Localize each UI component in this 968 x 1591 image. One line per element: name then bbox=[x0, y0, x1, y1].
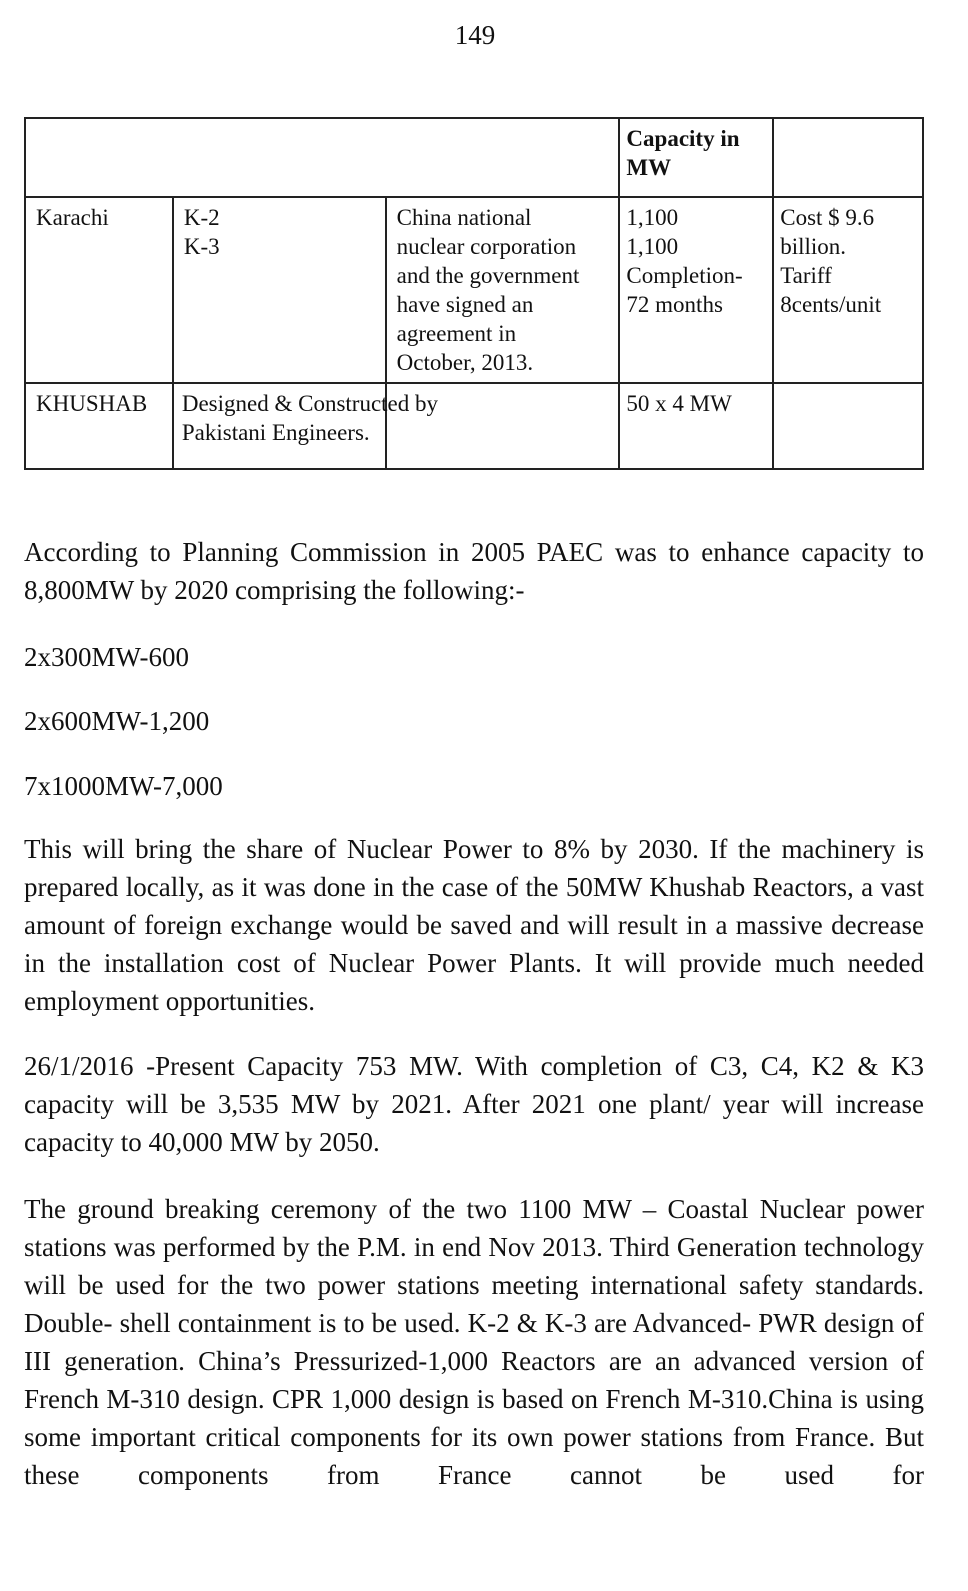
unit-k3: K-3 bbox=[183, 234, 220, 259]
units-cell bbox=[173, 197, 386, 383]
list-item: 2x600MW-1,200 bbox=[24, 706, 210, 736]
capacity-line: Completion- bbox=[626, 263, 743, 288]
capacity-line: 1,100 bbox=[626, 234, 679, 259]
present-capacity-paragraph bbox=[24, 1047, 924, 1161]
details-line: October, 2013. bbox=[396, 350, 534, 375]
cost-line: 8cents/unit bbox=[780, 292, 882, 317]
location-cell: KHUSHAB bbox=[25, 383, 173, 469]
capacity-cell bbox=[619, 383, 773, 469]
list-item: 7x1000MW-7,000 bbox=[24, 771, 223, 801]
ceremony-text: The ground breaking ceremony of the two 1100 MW – Coastal Nuclear power stations was performed by the P.M. in end Nov 2013. Third Generation technology will be used for the two power stations meeting international safety standards. Double- shell containment is to be used. K-2 & K-3 are Advanced- PWR design of III generation. China’s Pressurized-1,000 Reactors are an advanced version of French M-310 design. CPR 1,000 design is based on French M-310.China is using some important critical components for its own power stations from France. But these components from France cannot be used for bbox=[24, 1194, 924, 1490]
page-number: 149 bbox=[454, 20, 496, 50]
header-capacity-line1: Capacity in bbox=[626, 126, 740, 151]
present-capacity-text: 26/1/2016 -Present Capacity 753 MW. With completion of C3, C4, K2 & K3 capacity will be 3,535 MW by 2021. After 2021 one plant/ year will increase capacity to 40,000 MW by 2050. bbox=[24, 1051, 924, 1157]
header-empty-cell bbox=[25, 118, 619, 197]
intro-text: According to Planning Commission in 2005 PAEC was to enhance capacity to 8,800MW by 2020 comprising the following:- bbox=[24, 537, 924, 605]
nuclear-plants-table bbox=[24, 117, 924, 470]
cost-line: billion. bbox=[780, 234, 847, 259]
cost-line: Cost $ 9.6 bbox=[780, 205, 875, 230]
location-cell: Karachi bbox=[25, 197, 173, 383]
cost-line: Tariff bbox=[780, 263, 832, 288]
unit-k2: K-2 bbox=[183, 205, 220, 230]
details-line: agreement in bbox=[396, 321, 517, 346]
details-line: nuclear corporation bbox=[396, 234, 577, 259]
details-cell bbox=[386, 197, 620, 383]
header-blank-cell bbox=[773, 118, 923, 197]
table-row bbox=[25, 197, 923, 383]
share-text: This will bring the share of Nuclear Power to 8% by 2030. If the machinery is prepared locally, as it was done in the case of the 50MW Khushab Reactors, a vast amount of foreign exchange would be saved and will result in a massive decrease in the installation cost of Nuclear Power Plants. It will provide much needed employment opportunities. bbox=[24, 834, 924, 1016]
details-line: have signed an bbox=[396, 292, 534, 317]
details-text bbox=[182, 389, 438, 447]
capacity-line: 50 x 4 MW bbox=[626, 391, 732, 416]
share-paragraph bbox=[24, 830, 924, 1020]
capacity-list-item bbox=[24, 767, 924, 805]
details-line: Pakistani Engineers. bbox=[181, 420, 370, 445]
details-line: China national bbox=[396, 205, 532, 230]
ceremony-paragraph bbox=[24, 1190, 924, 1494]
header-capacity-line2: MW bbox=[626, 155, 672, 180]
details-line: Designed & Constructed by bbox=[181, 391, 439, 416]
list-item: 2x300MW-600 bbox=[24, 642, 189, 672]
capacity-line: 1,100 bbox=[626, 205, 679, 230]
cost-cell bbox=[773, 197, 923, 383]
capacity-list-item bbox=[24, 638, 924, 676]
capacity-cell bbox=[619, 197, 773, 383]
capacity-list-item bbox=[24, 702, 924, 740]
intro-paragraph bbox=[24, 533, 924, 609]
table-header-row bbox=[25, 118, 923, 197]
header-capacity-cell bbox=[619, 118, 773, 197]
details-line: and the government bbox=[396, 263, 580, 288]
capacity-line: 72 months bbox=[626, 292, 723, 317]
cost-cell bbox=[773, 383, 923, 469]
table-row bbox=[25, 383, 923, 469]
details-cell bbox=[173, 383, 439, 469]
